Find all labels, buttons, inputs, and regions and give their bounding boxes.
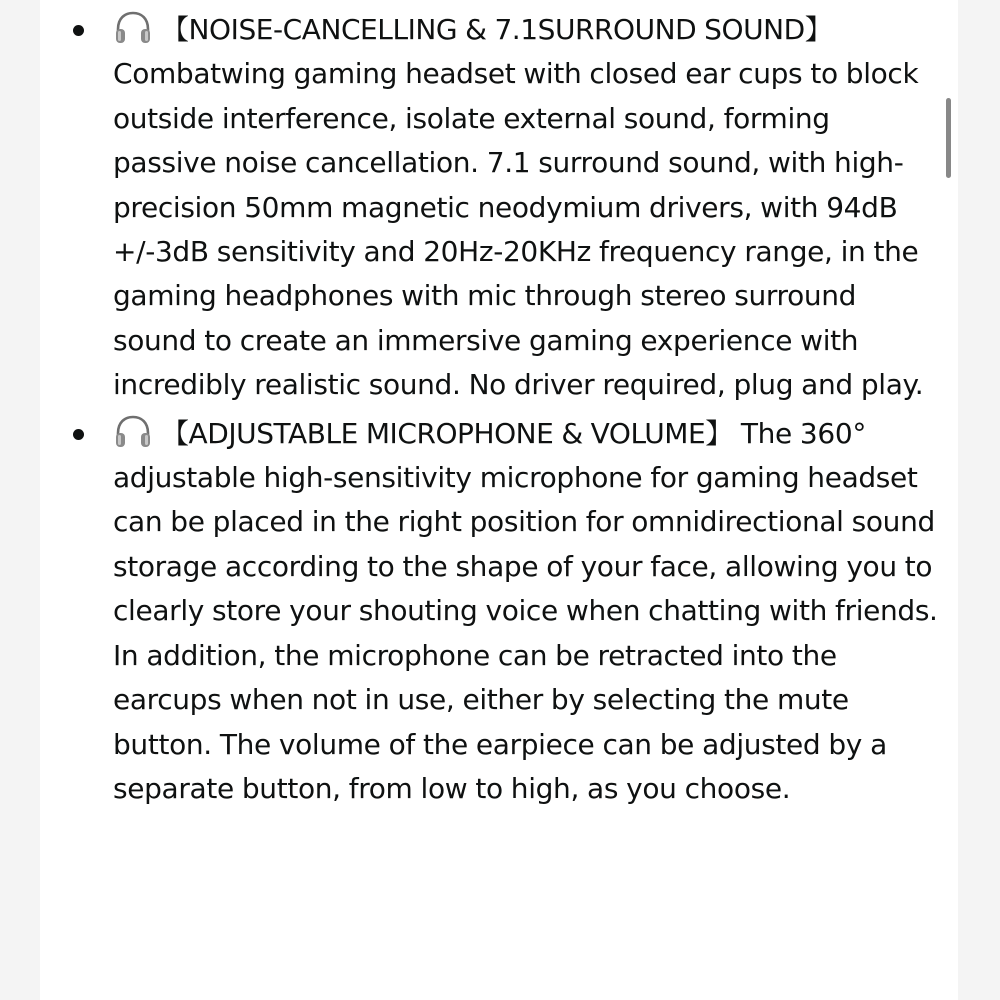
feature-heading: 【ADJUSTABLE MICROPHONE & VOLUME】: [161, 416, 733, 450]
feature-bullet-microphone: [40, 412, 940, 812]
product-description-panel: [40, 0, 958, 1000]
scrollbar-thumb[interactable]: [946, 98, 951, 178]
bullet-dot: [73, 25, 84, 36]
headphones-icon: [113, 10, 153, 46]
feature-text: The 360° adjustable high-sensitivity microphone for gaming headset can be placed in the right position for omnidirectional sound storage according to the shape of your face, allowing you to clearly store your shouting voice when chatting with friends. In addition, the microphone can be retracted into the earcups when not in use, either by selecting the mute button. The volume of the earpiece can be adjusted by a separate button, from low to high, as you choose.: [113, 416, 938, 805]
feature-text: Combatwing gaming headset with closed ear cups to block outside interference, isolate external sound, forming passive noise cancellation. 7.1 surround sound, with high-precision 50mm magnetic neodymium drivers, with 94dB +/-3dB sensitivity and 20Hz-20KHz frequency range, in the gaming headphones with mic through stereo surround sound to create an immersive gaming experience with incredibly realistic sound. No driver required, plug and play.: [113, 57, 924, 402]
feature-bullet-noise-cancelling: [40, 8, 940, 408]
bullet-dot: [73, 429, 84, 440]
feature-heading: 【NOISE-CANCELLING & 7.1SURROUND SOUND】: [161, 13, 833, 46]
headphones-icon: [113, 414, 153, 450]
feature-bullet-list: [40, 8, 940, 815]
